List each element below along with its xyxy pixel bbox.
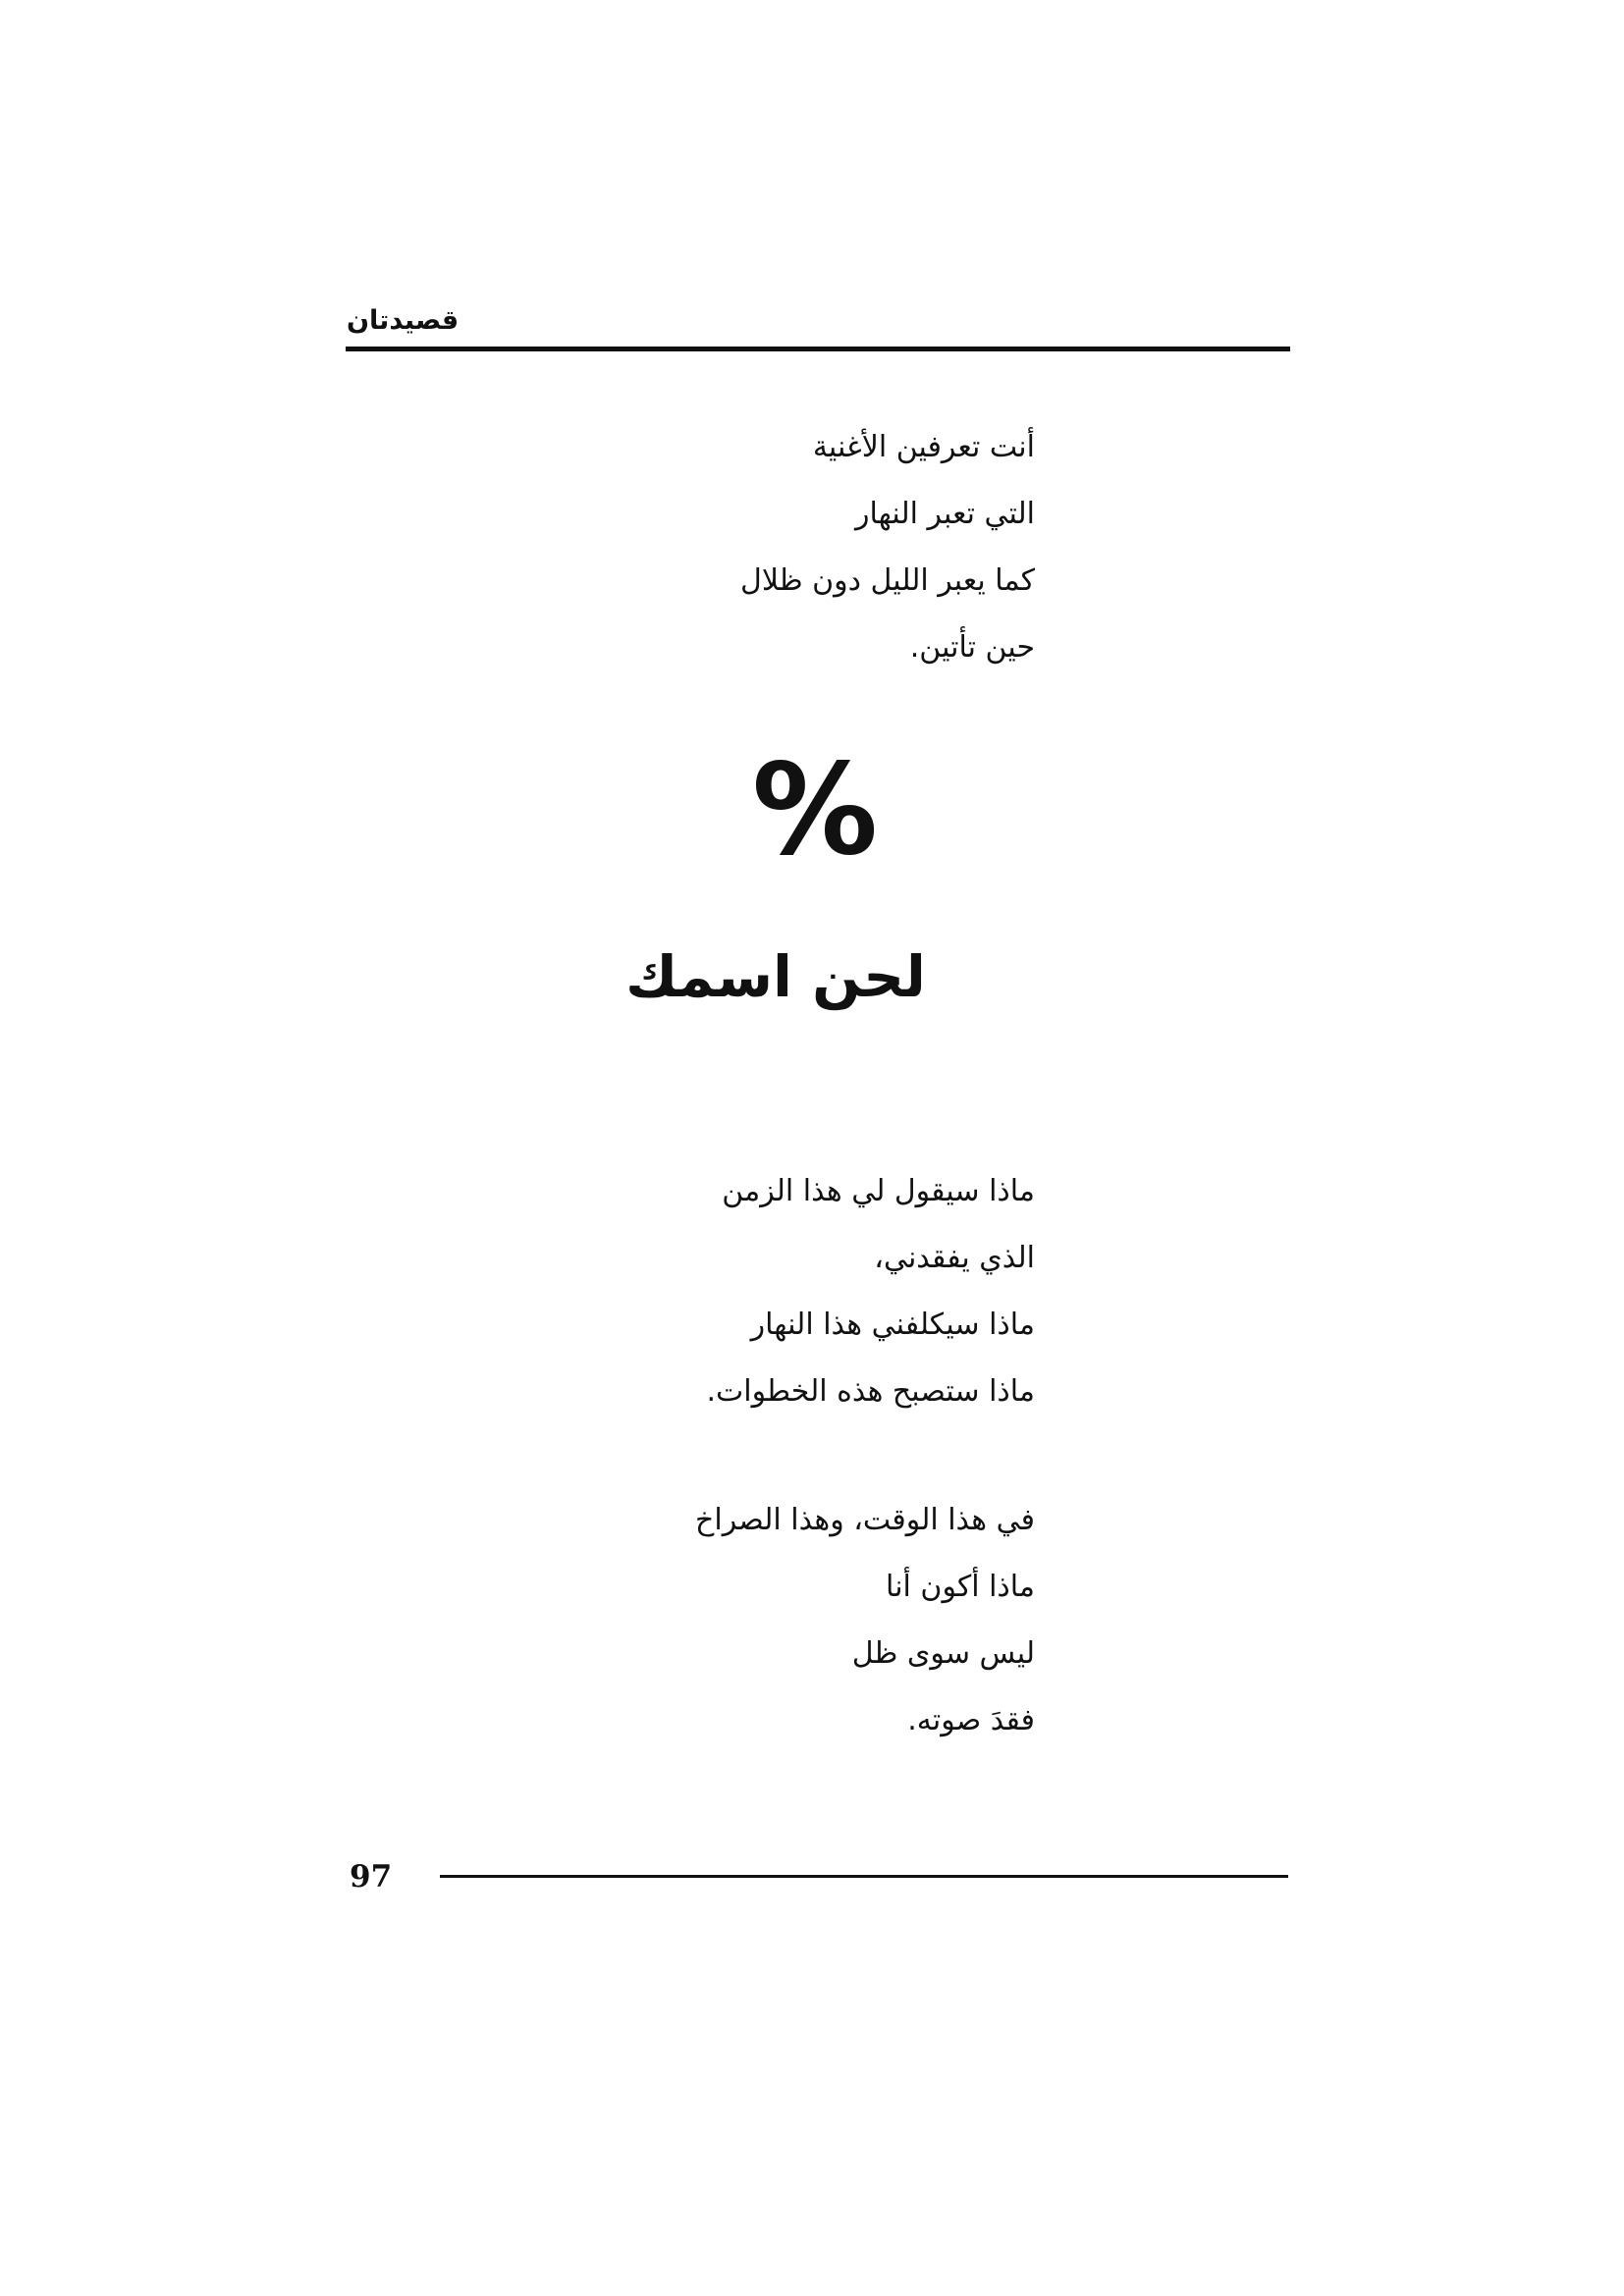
poem-line: الذي يفقدني، — [874, 1241, 1035, 1275]
stanza-3 — [695, 1487, 1035, 1754]
poem-line: ماذا سيقول لي هذا الزمن — [722, 1174, 1035, 1208]
footer-rule — [440, 1875, 1288, 1878]
section-separator: % — [751, 737, 879, 883]
poem-line: أنت تعرفين الأغنية — [812, 430, 1035, 464]
poem-line: كما يعبر الليل دون ظلال — [740, 563, 1035, 598]
stanza-2 — [707, 1158, 1035, 1425]
poem-line: ليس سوى ظل — [851, 1636, 1035, 1671]
poem-line: في هذا الوقت، وهذا الصراخ — [695, 1503, 1035, 1537]
running-header-title: قصيدتان — [347, 305, 460, 336]
stanza-1 — [740, 414, 1035, 681]
poem-line: ماذا سيكلفني هذا النهار — [750, 1308, 1035, 1342]
header-rule — [346, 347, 1290, 351]
poem-line: حين تأتين. — [909, 630, 1035, 665]
poem-title: لحن اسمك — [625, 943, 926, 1010]
poem-line: ماذا ستصبح هذه الخطوات. — [706, 1374, 1035, 1409]
poem-line: فقدَ صوته. — [907, 1703, 1035, 1737]
page-number: 97 — [350, 1859, 393, 1895]
poem-line: ماذا أكون أنا — [886, 1570, 1035, 1604]
poem-line: التي تعبر النهار — [854, 497, 1035, 531]
